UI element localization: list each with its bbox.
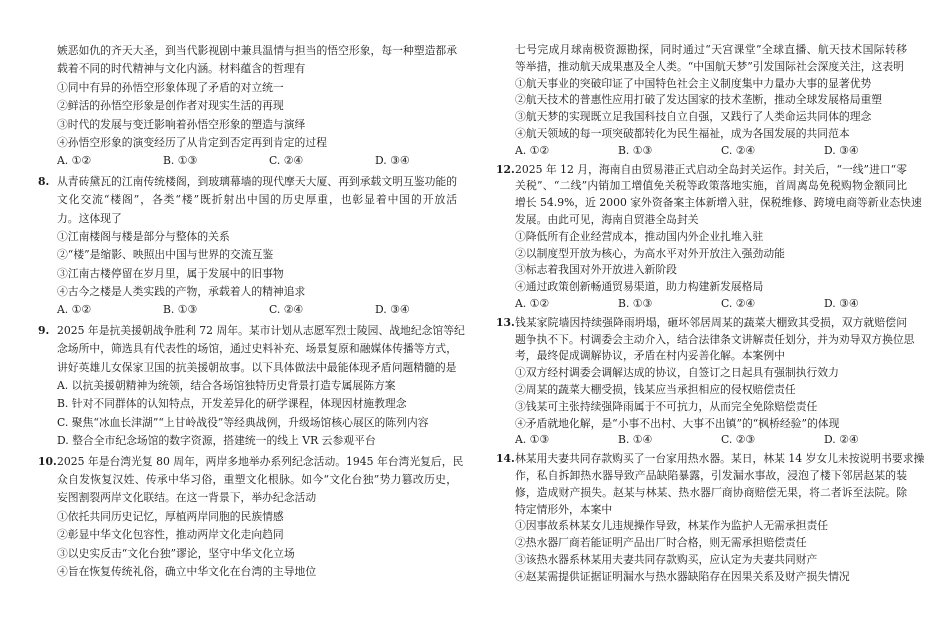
stem-text: 念场所中，筛选具有代表性的场馆，通过史料补充、场景复原和融媒体传播等方式，: [57, 342, 457, 356]
stem-line: [515, 332, 915, 349]
option-line: ④航天领域的每一项突破都转化为民生福祉，成为各国发展的共同范本: [515, 126, 850, 140]
stem-line: [515, 502, 907, 519]
stem-line: [38, 322, 465, 340]
option-line: ④赵某需提供证据证明漏水与热水器缺陷存在因果关系及财产损失情况: [515, 569, 850, 583]
option-line: ③该热水器系林某用夫妻共同存款购买，应认定为夫妻共同财产: [515, 552, 818, 566]
answer-choice: D. ③④: [375, 303, 410, 317]
option-line: ①降低所有企业经营成本，推动国内外企业扎堆入驻: [515, 229, 764, 243]
stem-text: 特定情形外，本案中: [515, 502, 613, 516]
answer-choice: C. ②④: [269, 303, 304, 317]
answer-choice: D. ③④: [824, 296, 859, 310]
option-line: ④旨在恢复传统礼俗，确立中华文化在台湾的主导地位: [57, 564, 317, 578]
answer-choice: C. ②④: [721, 296, 756, 310]
stem-text: 2025 年是抗美援朝战争胜利 72 周年。某市计划从志愿军烈士陵园、战地纪念馆等纪: [57, 323, 465, 337]
option-line: ②以制度型开放为核心，为高水平对外开放注入强劲动能: [515, 246, 785, 260]
answer-choice: A. ①②: [515, 296, 550, 310]
answer-choices: [515, 296, 907, 313]
stem-text: 林某用夫妻共同存款购买了一台家用热水器。某日，林某 14 岁女儿未按说明书要求操: [515, 452, 925, 466]
question-number: 10.: [38, 454, 57, 468]
stem-line: [515, 348, 907, 365]
question-number: 9.: [38, 323, 50, 337]
stem-text: 讲好英雄儿女保家卫国的抗美援朝故事。以下具体做法中最能体现矛盾问题精髓的是: [57, 360, 457, 374]
question-number: 12.: [496, 162, 515, 176]
stem-line: [57, 42, 457, 60]
option-line: ④矛盾就地化解，是“小事不出村、大事不出镇”的“枫桥经验”的体现: [515, 416, 840, 430]
question-9: [38, 322, 465, 451]
question-12: [496, 162, 922, 313]
stem-line: [515, 59, 907, 76]
answer-choice: B. ①③: [163, 303, 198, 317]
question-number: 14.: [496, 452, 515, 466]
question-10: [38, 453, 464, 582]
answer-choice: C. ②③: [721, 433, 756, 447]
stem-line: [38, 173, 457, 191]
answer-choice: A. ①③: [515, 433, 550, 447]
stem-text: 修，造成财产损失。赵某与林某、热水器厂商协商赔偿无果，将二者诉至法院。除: [515, 485, 907, 499]
question-14: [496, 451, 925, 585]
stem-text: 增长 54.9%，近 2000 家外资备案主体新增入驻，保税维修、跨境电商等新业态快速: [515, 196, 922, 210]
answer-choice: B. ①③: [618, 143, 653, 157]
question-continuation: [57, 42, 457, 171]
option-line: ①同中有异的孙悟空形象体现了矛盾的对立统一: [57, 80, 284, 94]
stem-text: 七号完成月球南极资源勘探，同时通过“天宫课堂”全球直播、航天技术国际转移: [515, 43, 907, 56]
stem-text: 等举措，推动航天成果惠及全人类。“中国航天梦”引发国际社会深度关注，这表明: [515, 59, 904, 73]
question-continuation: [515, 42, 907, 160]
answer-choices: [515, 432, 907, 449]
question-number: 13.: [496, 315, 515, 329]
option-line: ③时代的发展与变迁影响着孙悟空形象的塑造与演绎: [57, 117, 306, 131]
stem-text: 从青砖黛瓦的江南传统楼阁，到玻璃幕墙的现代摩天大厦、再到承载文明互鉴功能的: [57, 174, 457, 188]
stem-text: 关税”、“二线”内销加工增值免关税等政策落地实施，首周离岛免税购物金额同比: [515, 179, 907, 193]
question-8: [38, 173, 457, 320]
answer-choices: [515, 143, 907, 160]
answer-choice: B. ①④: [618, 433, 653, 447]
option-line: ④通过政策创新畅通贸易渠道，助力构建新发展格局: [515, 280, 764, 294]
answer-choice: C. ②④: [269, 154, 304, 168]
option-line: ②“楼”是缩影、映照出中国与世界的交流互鉴: [57, 248, 274, 262]
stem-line: [515, 468, 907, 485]
stem-text: 力。这体现了: [57, 211, 122, 225]
stem-line: [57, 191, 457, 209]
stem-line: [57, 471, 457, 489]
answer-choice: C. ②④: [721, 143, 756, 157]
stem-text: 妄图割裂两岸文化联结。在这一背景下，举办纪念活动: [57, 491, 317, 505]
stem-line: [57, 359, 457, 377]
answer-choice: D. ③④: [824, 143, 859, 157]
stem-line: [496, 315, 907, 332]
option-line: ②热水器厂商若能证明产品出厂时合格，则无需承担赔偿责任: [515, 536, 807, 550]
stem-text: 作，私自拆卸热水器导致产品缺陷暴露，引发漏水事故，浸泡了楼下邻居赵某的装: [515, 468, 907, 482]
option-line: ④古今之楼是人类实践的产物，承载着人的精神追求: [57, 285, 306, 299]
stem-line: [57, 489, 457, 507]
stem-text: 钱某家院墙因持续强降雨坍塌，砸坏邻居周某的蔬菜大棚致其受损，双方就赔偿问: [515, 315, 907, 329]
option-line: ④孙悟空形象的演变经历了从肯定到否定再到肯定的过程: [57, 135, 327, 149]
option-line: ①航天事业的突破印证了中国特色社会主义制度集中力量办大事的显著优势: [515, 76, 872, 90]
answer-choice: D. ③④: [375, 154, 410, 168]
option-line: ①因事故系林某女儿违规操作导致，林某作为监护人无需承担责任: [515, 519, 829, 533]
stem-line: [515, 485, 907, 502]
answer-choice: A. ①②: [57, 154, 92, 168]
stem-line: [496, 451, 925, 468]
stem-line: [515, 195, 922, 212]
stem-text: 载着不同的时代精神与文化内涵。材料蕴含的哲理有: [57, 62, 306, 76]
question-13: [496, 315, 915, 449]
stem-line: [57, 340, 457, 358]
option-line: ②鲜活的孙悟空形象是创作者对现实生活的再现: [57, 99, 284, 113]
option-line: A. 以抗美援朝精神为统领，结合各场馆独特历史背景打造专属展陈方案: [57, 379, 396, 393]
stem-text: 题争执不下。村调委会主动介入，结合法律条文讲解责任划分，并为劝导双方换位思: [515, 332, 915, 346]
answer-choice: D. ②④: [824, 433, 859, 447]
option-line: ③以史实反击“文化台独”谬论，坚守中华文化立场: [57, 546, 295, 560]
stem-line: [515, 42, 907, 59]
stem-line: [38, 453, 464, 471]
stem-text: 考，最终促成调解协议，矛盾在村内妥善化解。本案例中: [515, 349, 785, 363]
stem-line: [515, 178, 907, 195]
option-line: ③航天梦的实现既立足我国科技自立自强，又践行了人类命运共同体的理念: [515, 110, 872, 124]
option-line: ①依托共同历史记忆，厚植两岸同胞的民族情感: [57, 509, 284, 523]
answer-choice: B. ①③: [163, 154, 198, 168]
option-line: C. 聚焦“冰血长津湖”“上甘岭战役”等经典战例，升级场馆核心展区的陈列内容: [57, 415, 429, 429]
stem-text: 嫉恶如仇的齐天大圣，到当代影视剧中兼具温情与担当的悟空形象，每一种塑造都承: [57, 44, 457, 57]
stem-text: 2025 年 12 月，海南自由贸易港正式启动全岛封关运作。封关后，“一线”进口“零: [515, 162, 907, 176]
answer-choice: A. ①②: [57, 303, 92, 317]
left-column: [38, 42, 465, 581]
stem-text: 发展。由此可见，海南自贸港全岛封关: [515, 212, 699, 226]
question-number: 8.: [38, 174, 50, 188]
option-line: D. 整合全市纪念场馆的数字资源，搭建统一的线上 VR 云参观平台: [57, 434, 376, 448]
right-column: [496, 42, 925, 586]
stem-line: [515, 212, 907, 229]
answer-choice: A. ①②: [515, 143, 550, 157]
stem-text: 文化交流“楼阁”，各类“楼”既折射出中国的历史厚重，也彰显着中国的开放活: [57, 193, 457, 207]
option-line: ③江南古楼停留在岁月里，属于发展中的旧事物: [57, 266, 284, 280]
option-line: ①双方经村调委会调解达成的协议，自签订之日起具有强制执行效力: [515, 366, 839, 380]
stem-text: 2025 年是台湾光复 80 周年，两岸多地举办系列纪念活动。1945 年台湾光复后，民: [57, 454, 464, 468]
answer-choices: [57, 301, 457, 319]
answer-choice: B. ①③: [618, 296, 653, 310]
stem-line: [57, 60, 457, 78]
answer-choices: [57, 152, 457, 170]
stem-line: [496, 162, 907, 179]
stem-line: [57, 210, 457, 228]
option-line: ②彰显中华文化包容性，推动两岸文化走向趋同: [57, 528, 284, 542]
option-line: ①江南楼阁与楼是部分与整体的关系: [57, 229, 230, 243]
stem-text: 众自发恢复汉姓、传承中华习俗，重塑文化根脉。如今“文化台独”势力篡改历史，: [57, 472, 457, 486]
option-line: B. 针对不同群体的认知特点，开发差异化的研学课程，体现因材施教理念: [57, 397, 407, 411]
option-line: ②航天技术的普惠性应用打破了发达国家的技术垄断，推动全球发展格局重塑: [515, 93, 883, 107]
option-line: ③标志着我国对外开放进入新阶段: [515, 263, 677, 277]
option-line: ②周某的蔬菜大棚受损，钱某应当承担相应的侵权赔偿责任: [515, 382, 796, 396]
option-line: ③钱某可主张持续强降雨属于不可抗力，从而完全免除赔偿责任: [515, 399, 818, 413]
